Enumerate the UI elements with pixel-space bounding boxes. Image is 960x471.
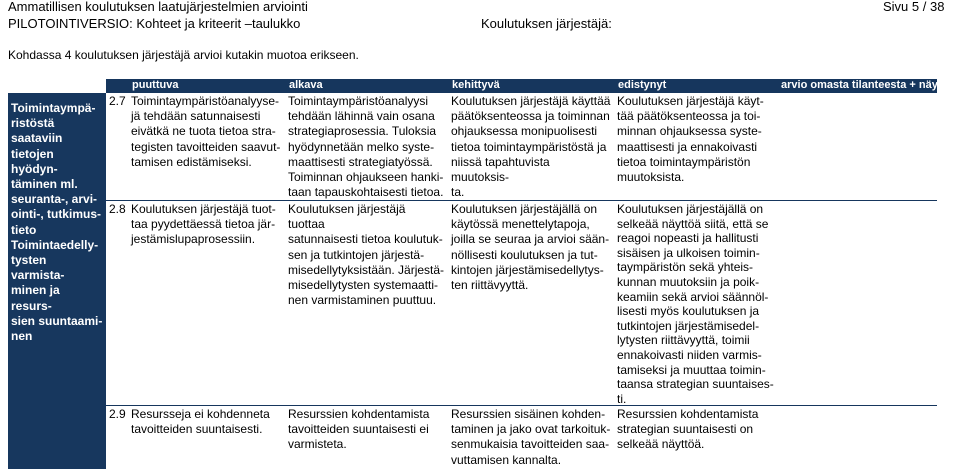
cell-line: hyödynnetään melko syste- bbox=[288, 139, 435, 154]
cell-line: tietoa toimintaympäristöstä ja bbox=[451, 139, 607, 154]
cell-line: taansa strategian suuntaises- bbox=[617, 377, 774, 392]
cell-kehittyva bbox=[448, 93, 614, 201]
category-line: sien suuntaami- bbox=[11, 313, 103, 328]
cell-arvio-input[interactable] bbox=[777, 406, 937, 469]
cell-line: Toiminnan ohjaukseen hanki- bbox=[288, 170, 444, 185]
cell-line: Koulutuksen järjestäjällä on bbox=[617, 202, 764, 216]
cell-line: nen varmistaminen puuttuu. bbox=[288, 293, 437, 308]
cell-line: päätöksenteossa ja toiminnan bbox=[451, 109, 610, 124]
category-line: nen bbox=[11, 329, 33, 344]
cell-line: taa pyydettäessä tietoa jär- bbox=[131, 217, 276, 232]
category-line: minen ja resurs- bbox=[11, 283, 60, 313]
cell-line: selkeää näyttöä siitä, että se bbox=[617, 216, 769, 231]
cell-line: taympäristön sekä yhteis- bbox=[617, 260, 754, 275]
cell-line: maattisesti strategiatyössä. bbox=[288, 154, 433, 169]
page-number: Sivu 5 / 38 bbox=[883, 0, 945, 14]
cell-line: selkeää näyttöä. bbox=[617, 437, 705, 452]
category-line: ristöstä saataviin bbox=[11, 116, 63, 146]
cell-line: Koulutuksen järjestäjä käyt- bbox=[617, 94, 764, 108]
cell-line: vuttamisen kannalta. bbox=[451, 452, 562, 467]
category-line: Toimintaympä- bbox=[11, 101, 96, 115]
cell-line: minnan ohjauksessa syste- bbox=[617, 124, 762, 139]
cell-line: tegisten tavoitteiden saavut- bbox=[131, 139, 281, 154]
row-number: 2.8 bbox=[106, 201, 128, 406]
criteria-table bbox=[8, 79, 952, 469]
cell-line: Toimintaympäristöanalyyse- bbox=[131, 94, 280, 108]
cell-line: tavoitteiden suuntaisesti ei bbox=[288, 422, 429, 437]
cell-line: ennakoivasti niiden varmis- bbox=[617, 347, 762, 362]
col-header-kehittyva: kehittyvä bbox=[448, 79, 614, 93]
cell-line: Koulutuksen järjestäjällä on bbox=[451, 202, 598, 216]
cell-puuttuva bbox=[128, 406, 285, 469]
cell-line: ten riittävyyttä. bbox=[451, 278, 529, 293]
cell-line: misedellytyksistään. Järjestä- bbox=[288, 262, 445, 277]
cell-line: Resursseja ei kohdenneta bbox=[131, 407, 270, 421]
category-line: ointi-, tutkimus- bbox=[11, 207, 101, 222]
cell-alkava bbox=[285, 93, 448, 201]
cell-line: maattisesti ja ennakoivasti bbox=[617, 139, 758, 154]
col-header-alkava: alkava bbox=[285, 79, 448, 93]
cell-line: joilla se seuraa ja arvioi sään- bbox=[451, 232, 610, 247]
header-subtitle: PILOTOINTIVERSIO: Kohteet ja kriteerit –taulukko bbox=[8, 16, 301, 31]
col-header-arvio: arvio omasta tilanteesta + näyttö bbox=[777, 79, 937, 93]
cell-alkava bbox=[285, 201, 448, 406]
header-spacer bbox=[8, 79, 106, 93]
cell-line: tavoitteiden suuntaisesti. bbox=[131, 422, 263, 437]
intro-text: Kohdassa 4 koulutuksen järjestäjä arvioi kutakin muotoa erikseen. bbox=[8, 48, 359, 62]
cell-line: satunnaisesti tietoa koulutuk- bbox=[288, 232, 443, 247]
cell-puuttuva bbox=[128, 93, 285, 201]
category-cell bbox=[8, 93, 106, 469]
cell-kehittyva bbox=[448, 406, 614, 469]
cell-line: ti. bbox=[617, 391, 627, 406]
row-number: 2.9 bbox=[109, 407, 126, 421]
cell-line: muutoksista. bbox=[617, 170, 685, 185]
cell-line: tehdään lähinnä vain osana bbox=[288, 109, 435, 124]
category-line: tieto bbox=[11, 222, 37, 237]
cell-arvio-input[interactable] bbox=[777, 201, 937, 406]
cell-line: misedellytysten systemaatti- bbox=[288, 278, 439, 293]
cell-line: lisesti myös koulutuksen ja bbox=[617, 304, 760, 319]
provider-label: Koulutuksen järjestäjä: bbox=[481, 16, 612, 31]
cell-line: tamisen edistämiseksi. bbox=[131, 154, 252, 169]
cell-line: Koulutuksen järjestäjä tuottaa bbox=[288, 202, 406, 232]
cell-line: tutkintojen järjestämisedel- bbox=[617, 318, 760, 333]
cell-line: Koulutuksen järjestäjä käyttää bbox=[451, 94, 611, 108]
cell-line: lytysten riittävyyttä, toimii bbox=[617, 333, 750, 348]
cell-line: taan tapauskohtaisesti tietoa. bbox=[288, 185, 444, 200]
cell-edistynyt bbox=[614, 93, 777, 201]
category-line: seuranta-, arvi- bbox=[11, 192, 98, 207]
col-header-edistynyt: edistynyt bbox=[614, 79, 777, 93]
cell-line: taminen ja jako ovat tarkoituk- bbox=[451, 422, 611, 437]
cell-line: jestämislupaprosessiin. bbox=[131, 232, 256, 247]
category-line: Toimintaedelly- bbox=[11, 237, 99, 252]
header-title: Ammatillisen koulutuksen laatujärjestelmien arviointi bbox=[8, 0, 308, 14]
category-line: täminen ml. bbox=[11, 177, 78, 192]
cell-line: sisäisen ja ulkoisen toimin- bbox=[617, 245, 760, 260]
cell-line: reagoi nopeasti ja hallitusti bbox=[617, 231, 759, 246]
cell-line: kintojen järjestämisedellytys- bbox=[451, 262, 604, 277]
cell-line: ohjauksessa monipuolisesti bbox=[451, 124, 598, 139]
cell-line: keamiin sekä arvioi säännöl- bbox=[617, 289, 769, 304]
category-line: tysten varmista- bbox=[11, 253, 65, 283]
cell-line: ta. bbox=[451, 185, 465, 200]
cell-line: senmukaisia tavoitteiden saa- bbox=[451, 437, 610, 452]
cell-line: Resurssien sisäinen kohden- bbox=[451, 407, 606, 421]
cell-line: niissä tapahtuvista muutoksis- bbox=[451, 154, 550, 185]
col-header-puuttuva: puuttuva bbox=[128, 79, 285, 93]
category-line: tietojen hyödyn- bbox=[11, 146, 58, 176]
cell-line: tää päätöksenteossa ja toi- bbox=[617, 109, 761, 124]
header-num-spacer bbox=[106, 79, 128, 93]
cell-edistynyt bbox=[614, 406, 777, 469]
cell-line: jä tehdään satunnaisesti bbox=[131, 109, 261, 124]
cell-line: Koulutuksen järjestäjä tuot- bbox=[131, 202, 276, 216]
cell-line: Toimintaympäristöanalyysi bbox=[288, 94, 429, 108]
cell-line: Resurssien kohdentamista bbox=[617, 407, 759, 421]
cell-puuttuva bbox=[128, 201, 285, 406]
cell-line: nöllisesti koulutuksen ja tut- bbox=[451, 247, 598, 262]
cell-line: eivätkä ne tuota tietoa stra- bbox=[131, 124, 276, 139]
cell-line: sen ja tutkintojen järjestä- bbox=[288, 247, 425, 262]
cell-line: kunnan muutoksiin ja poik- bbox=[617, 274, 760, 289]
cell-kehittyva bbox=[448, 201, 614, 406]
cell-line: tamiseksi ja muuttaa toimin- bbox=[617, 362, 766, 377]
cell-line: tietoa toimintaympäristön bbox=[617, 154, 751, 169]
cell-edistynyt bbox=[614, 201, 777, 406]
cell-line: Resurssien kohdentamista bbox=[288, 407, 430, 421]
cell-line: käytössä menettelytapoja, bbox=[451, 217, 590, 232]
cell-alkava bbox=[285, 406, 448, 469]
cell-line: strategian suuntaisesti on bbox=[617, 422, 754, 437]
cell-line: varmisteta. bbox=[288, 437, 347, 452]
cell-arvio-input[interactable] bbox=[777, 93, 937, 201]
cell-line: strategiaprosessia. Tuloksia bbox=[288, 124, 437, 139]
row-number: 2.7 bbox=[106, 93, 128, 201]
